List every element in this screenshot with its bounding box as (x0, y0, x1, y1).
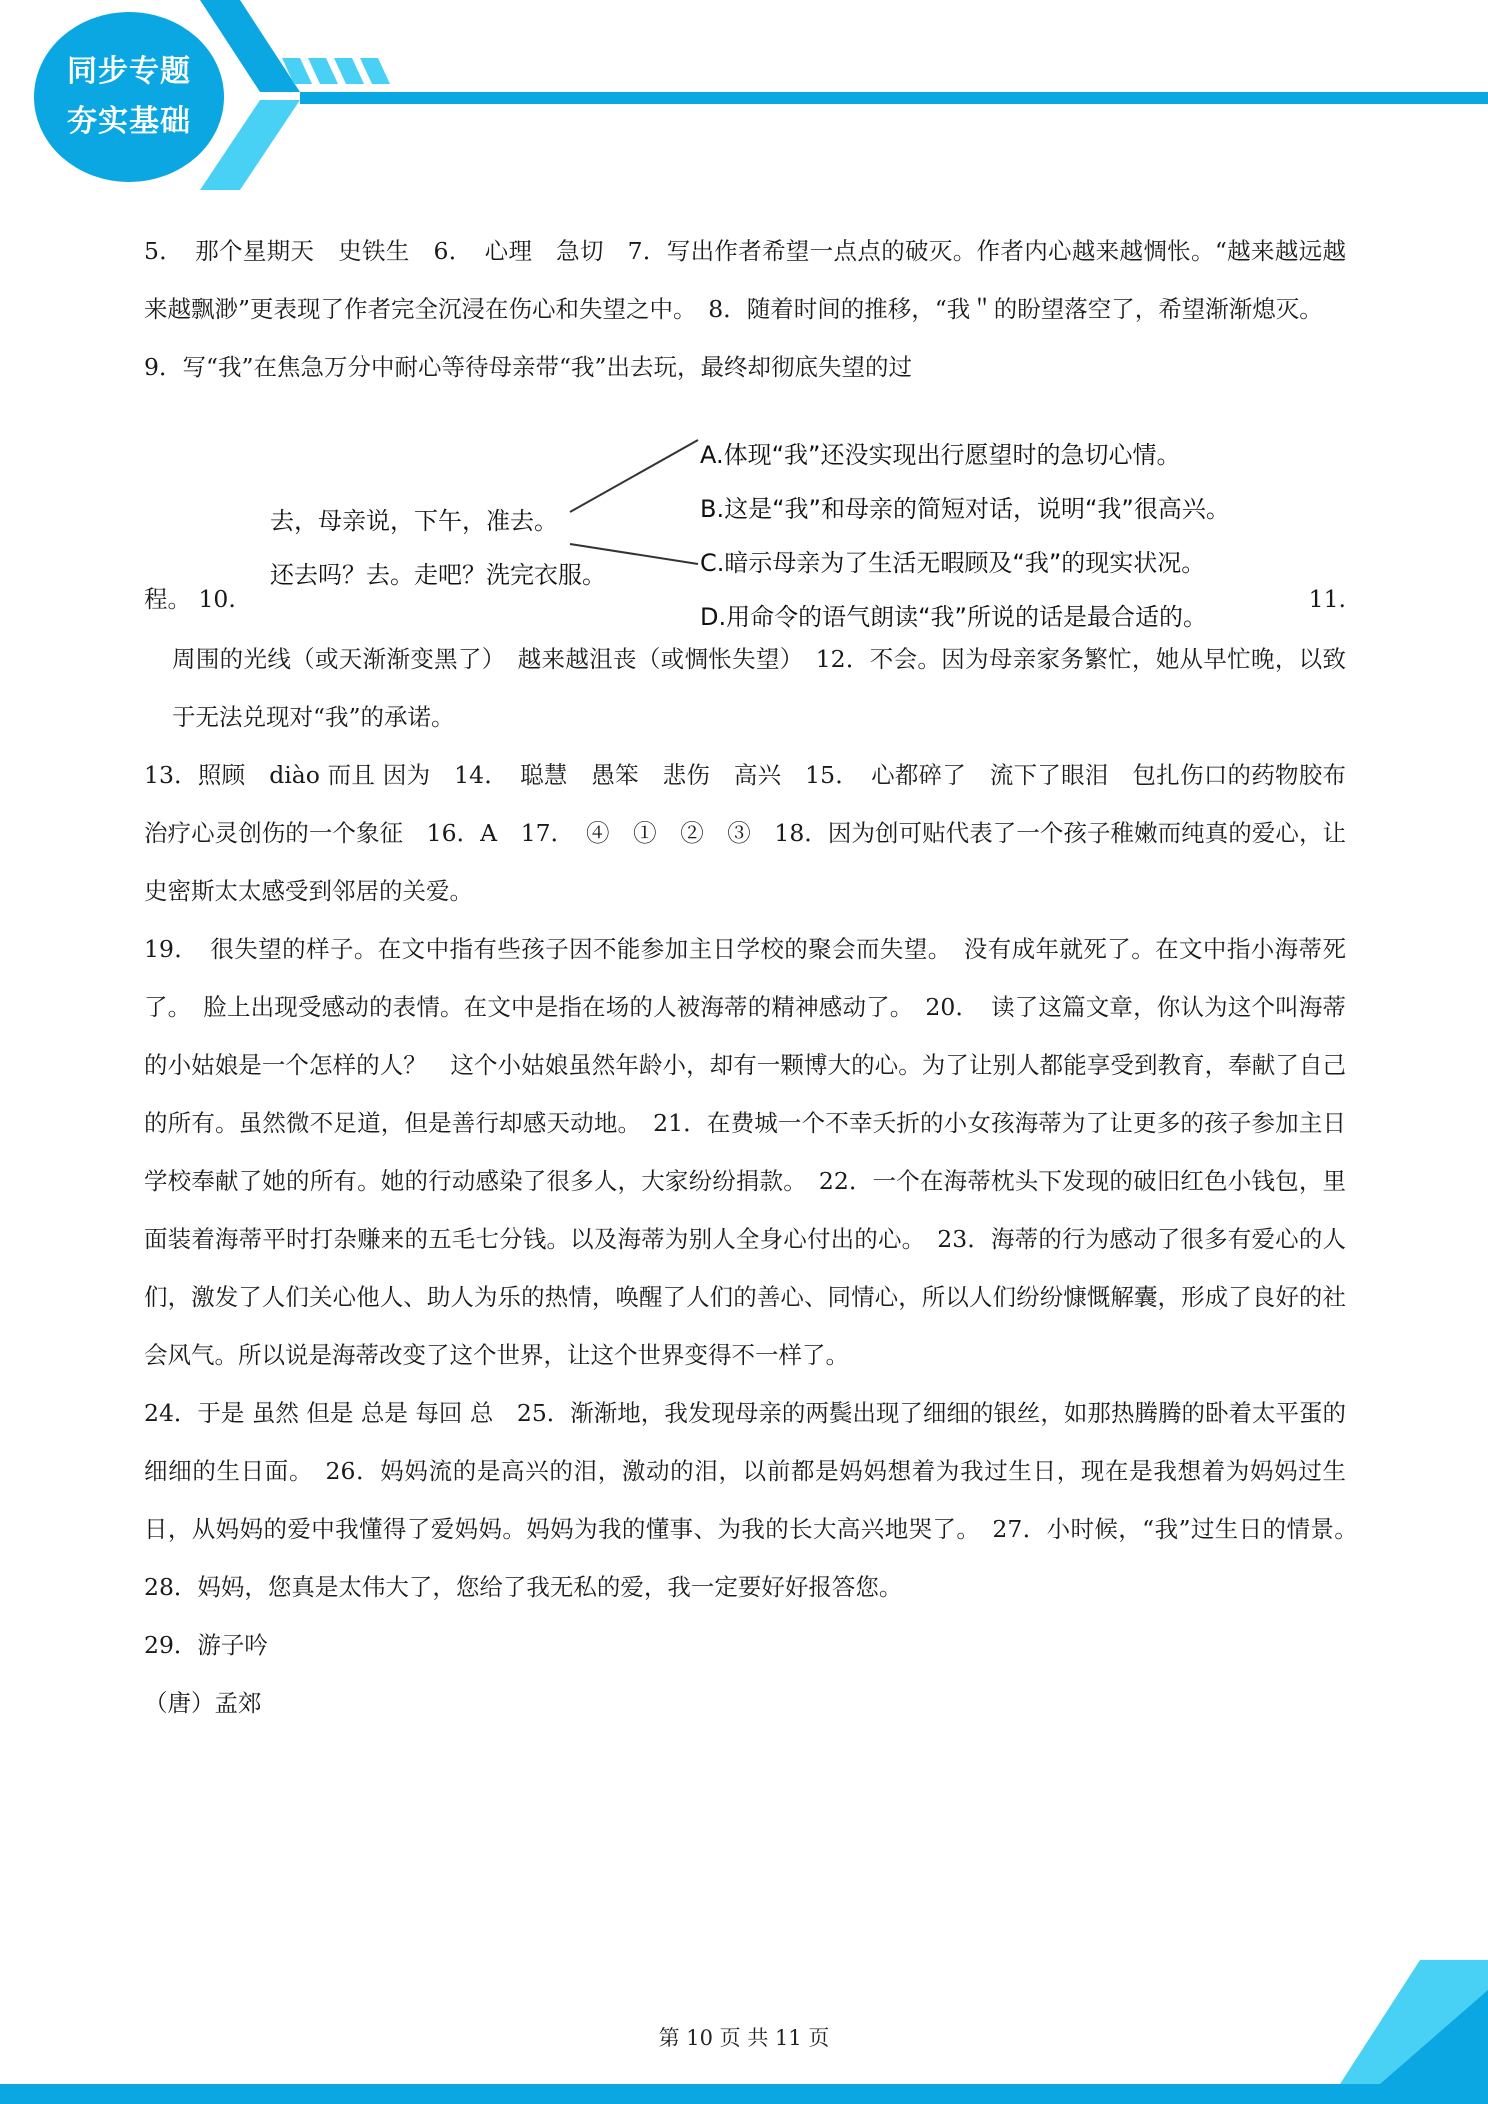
figure-left-line-2: 还去吗？去。走吧？洗完衣服。 (270, 561, 606, 589)
figure-option-b: B.这是“我”和母亲的简短对话，说明“我”很高兴。 (700, 495, 1230, 523)
page-number: 第 10 页 共 11 页 (658, 2026, 830, 2050)
answer-paragraph-11-12: 周围的光线（或天渐渐变黑了） 越来越沮丧（或惆怅失望） 12．不会。因为母亲家务繁忙，她从早忙晚，以致于无法兑现对“我”的承诺。 (172, 645, 1346, 731)
footer-bar (0, 2084, 1488, 2104)
figure-option-c: C.暗示母亲为了生活无暇顾及“我”的现实状况。 (700, 549, 1206, 577)
matching-figure (270, 404, 1290, 630)
header-stripe-4 (360, 58, 390, 84)
figure-option-d: D.用命令的语气朗读“我”所说的话是最合适的。 (700, 603, 1207, 631)
figure-option-a: A.体现“我”还没实现出行愿望时的急切心情。 (700, 441, 1181, 469)
answer-content (144, 222, 1370, 1732)
header-stripe-3 (334, 58, 364, 84)
answer-paragraph-29-author: （唐）孟郊 (144, 1689, 262, 1717)
header-stripe-2 (308, 58, 338, 84)
figure-row (144, 396, 1346, 630)
badge-line-1: 同步专题 (67, 54, 191, 89)
answer-paragraph-29-title: 29．游子吟 (144, 1631, 268, 1659)
figure-caption-left: 程。 10. (144, 585, 236, 613)
answer-paragraph-19-23: 19． 很失望的样子。在文中指有些孩子因不能参加主日学校的聚会而失望。 没有成年就死了。在文中指小海蒂死了。 脸上出现受感动的表情。在文中是指在场的人被海蒂的精神感动了。 20． 读了这篇文章，你认为这个叫海蒂的小姑娘是一个怎样的人？ 这个小姑娘虽然年龄小，却有一颗博大的心。为了让别人都能享受到教育，奉献了自己的所有。虽然微不足道，但是善行却感天动地。 21．在费城一个不幸夭折的小女孩海蒂为了让更多的孩子参加主日学校奉献了她的所有。她的行动感染了很多人，大家纷纷捐款。 22．一个在海蒂枕头下发现的破旧红色小钱包，里面装着海蒂平时打杂赚来的五毛七分钱。以及海蒂为别人全身心付出的心。 23．海蒂的行为感动了很多有爱心的人们，激发了人们关心他人、助人为乐的热情，唤醒了人们的善心、同情心，所以人们纷纷慷慨解囊，形成了良好的社会风气。所以说是海蒂改变了这个世界，让这个世界变得不一样了。 (144, 935, 1346, 1369)
answer-paragraph-9: 9．写“我”在焦急万分中耐心等待母亲带“我”出去玩，最终却彻底失望的过 (144, 353, 913, 381)
figure-left-line-1: 去，母亲说，下午，准去。 (270, 507, 558, 535)
header-badge (34, 12, 224, 182)
answer-paragraph-13-18: 13．照顾 diào 而且 因为 14． 聪慧 愚笨 悲伤 高兴 15． 心都碎了 流下了眼泪 包扎伤口的药物胶布 治疗心灵创伤的一个象征 16．A 17． ④ ① ② ③ 18．因为创可贴代表了一个孩子稚嫩而纯真的爱心，让史密斯太太感受到邻居的关爱。 (144, 761, 1370, 905)
figure-caption-right: 11. (1308, 585, 1346, 613)
header-bar (300, 92, 1488, 104)
badge-line-2: 夯实基础 (67, 104, 191, 139)
answer-paragraph-24-28: 24．于是 虽然 但是 总是 每回 总 25．渐渐地，我发现母亲的两鬓出现了细细的银丝，如那热腾腾的卧着太平蛋的细细的生日面。 26．妈妈流的是高兴的泪，激动的泪，以前都是妈妈想着为我过生日，现在是我想着为妈妈过生日，从妈妈的爱中我懂得了爱妈妈。妈妈为我的懂事、为我的长大高兴地哭了。 27．小时候，“我”过生日的情景。 28．妈妈，您真是太伟大了，您给了我无私的爱，我一定要好好报答您。 (144, 1399, 1370, 1601)
answer-paragraph-5-8: 5． 那个星期天 史铁生 6． 心理 急切 7．写出作者希望一点点的破灭。作者内心越来越惆怅。“越来越远越来越飘渺”更表现了作者完全沉浸在伤心和失望之中。 8．随着时间的推移，“我＂的盼望落空了，希望渐渐熄灭。 (144, 237, 1346, 323)
